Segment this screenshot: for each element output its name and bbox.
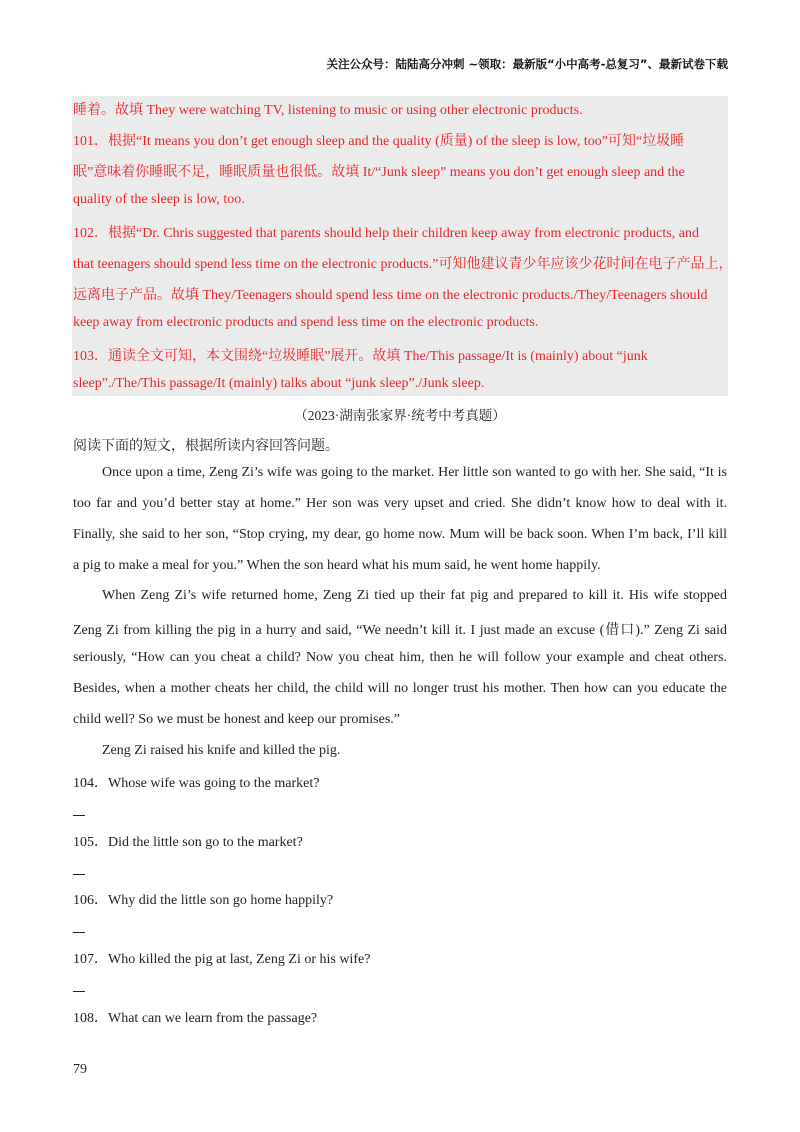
passage-line: seriously, “How can you cheat a child? Now you cheat him, then he will follow your example and cheat others. [73, 650, 727, 665]
passage-line: Once upon a time, Zeng Zi’s wife was going to the market. Her little son wanted to go with her. She said, “It is [102, 465, 727, 480]
answer-line: 远离电子产品。故填 They/Teenagers should spend less time on the electronic products./They/Teenagers should [73, 288, 708, 303]
answer-line: 睡着。故填 They were watching TV, listening to music or using other electronic products. [73, 103, 583, 118]
answer-blank [73, 815, 85, 816]
answer-line: 102．根据“Dr. Chris suggested that parents should help their children keep away from electronic products, and [73, 226, 699, 241]
answer-blank [73, 991, 85, 992]
page-number: 79 [73, 1062, 87, 1077]
question-104: 104．Whose wife was going to the market? [73, 776, 320, 791]
answer-line: 103．通读全文可知，本文围绕“垃圾睡眠”展开。故填 The/This passage/It is (mainly) about “junk [73, 349, 648, 364]
question-106: 106．Why did the little son go home happily? [73, 893, 334, 908]
question-108: 108．What can we learn from the passage? [73, 1011, 318, 1026]
passage-line: Besides, when a mother cheats her child, the child will no longer trust his mother. Then how can you educate the [73, 681, 727, 696]
answer-line: 101．根据“It means you don’t get enough sleep and the quality (质量) of the sleep is low, too”可知“垃圾睡 [73, 134, 685, 149]
answer-blank [73, 932, 85, 933]
answer-line: 眠”意味着你睡眠不足，睡眠质量也很低。故填 It/“Junk sleep” means you don’t get enough sleep and the [73, 165, 685, 180]
answer-line: sleep”./The/This passage/It (mainly) talks about “junk sleep”./Junk sleep. [73, 376, 485, 391]
passage-line: child well? So we must be honest and keep our promises.” [73, 712, 400, 727]
passage-line: a pig to make a meal for you.” When the son heard what his mum said, he went home happily. [73, 558, 601, 573]
passage-line: When Zeng Zi’s wife returned home, Zeng Zi tied up their fat pig and prepared to kill it. His wife stopped [102, 588, 727, 603]
question-source: （2023·湖南张家界·统考中考真题） [294, 408, 506, 423]
answer-line: keep away from electronic products and spend less time on the electronic products. [73, 315, 539, 330]
page-header: 关注公众号：陆陆高分冲刺 ~领取：最新版“小中高考-总复习”、最新试卷下载 [326, 57, 728, 71]
passage-line: too far and you’d better stay at home.” Her son was very upset and cried. She didn’t know how to deal with it. [73, 496, 727, 511]
question-105: 105．Did the little son go to the market? [73, 835, 303, 850]
answer-line: quality of the sleep is low, too. [73, 192, 245, 207]
answer-line: that teenagers should spend less time on the electronic products.”可知他建议青少年应该少花时间在电子产品上， [73, 257, 733, 272]
answer-blank [73, 874, 85, 875]
passage-line: Finally, she said to her son, “Stop crying, my dear, go home now. Mum will be back soon. When I’m back, I’ll kill [73, 527, 727, 542]
instruction: 阅读下面的短文，根据所读内容回答问题。 [73, 439, 339, 454]
passage-line: Zeng Zi from killing the pig in a hurry and said, “We needn’t kill it. I just made an excuse (借口).” Zeng Zi said [73, 623, 727, 638]
question-107: 107．Who killed the pig at last, Zeng Zi or his wife? [73, 952, 371, 967]
passage-line: Zeng Zi raised his knife and killed the pig. [102, 743, 341, 758]
